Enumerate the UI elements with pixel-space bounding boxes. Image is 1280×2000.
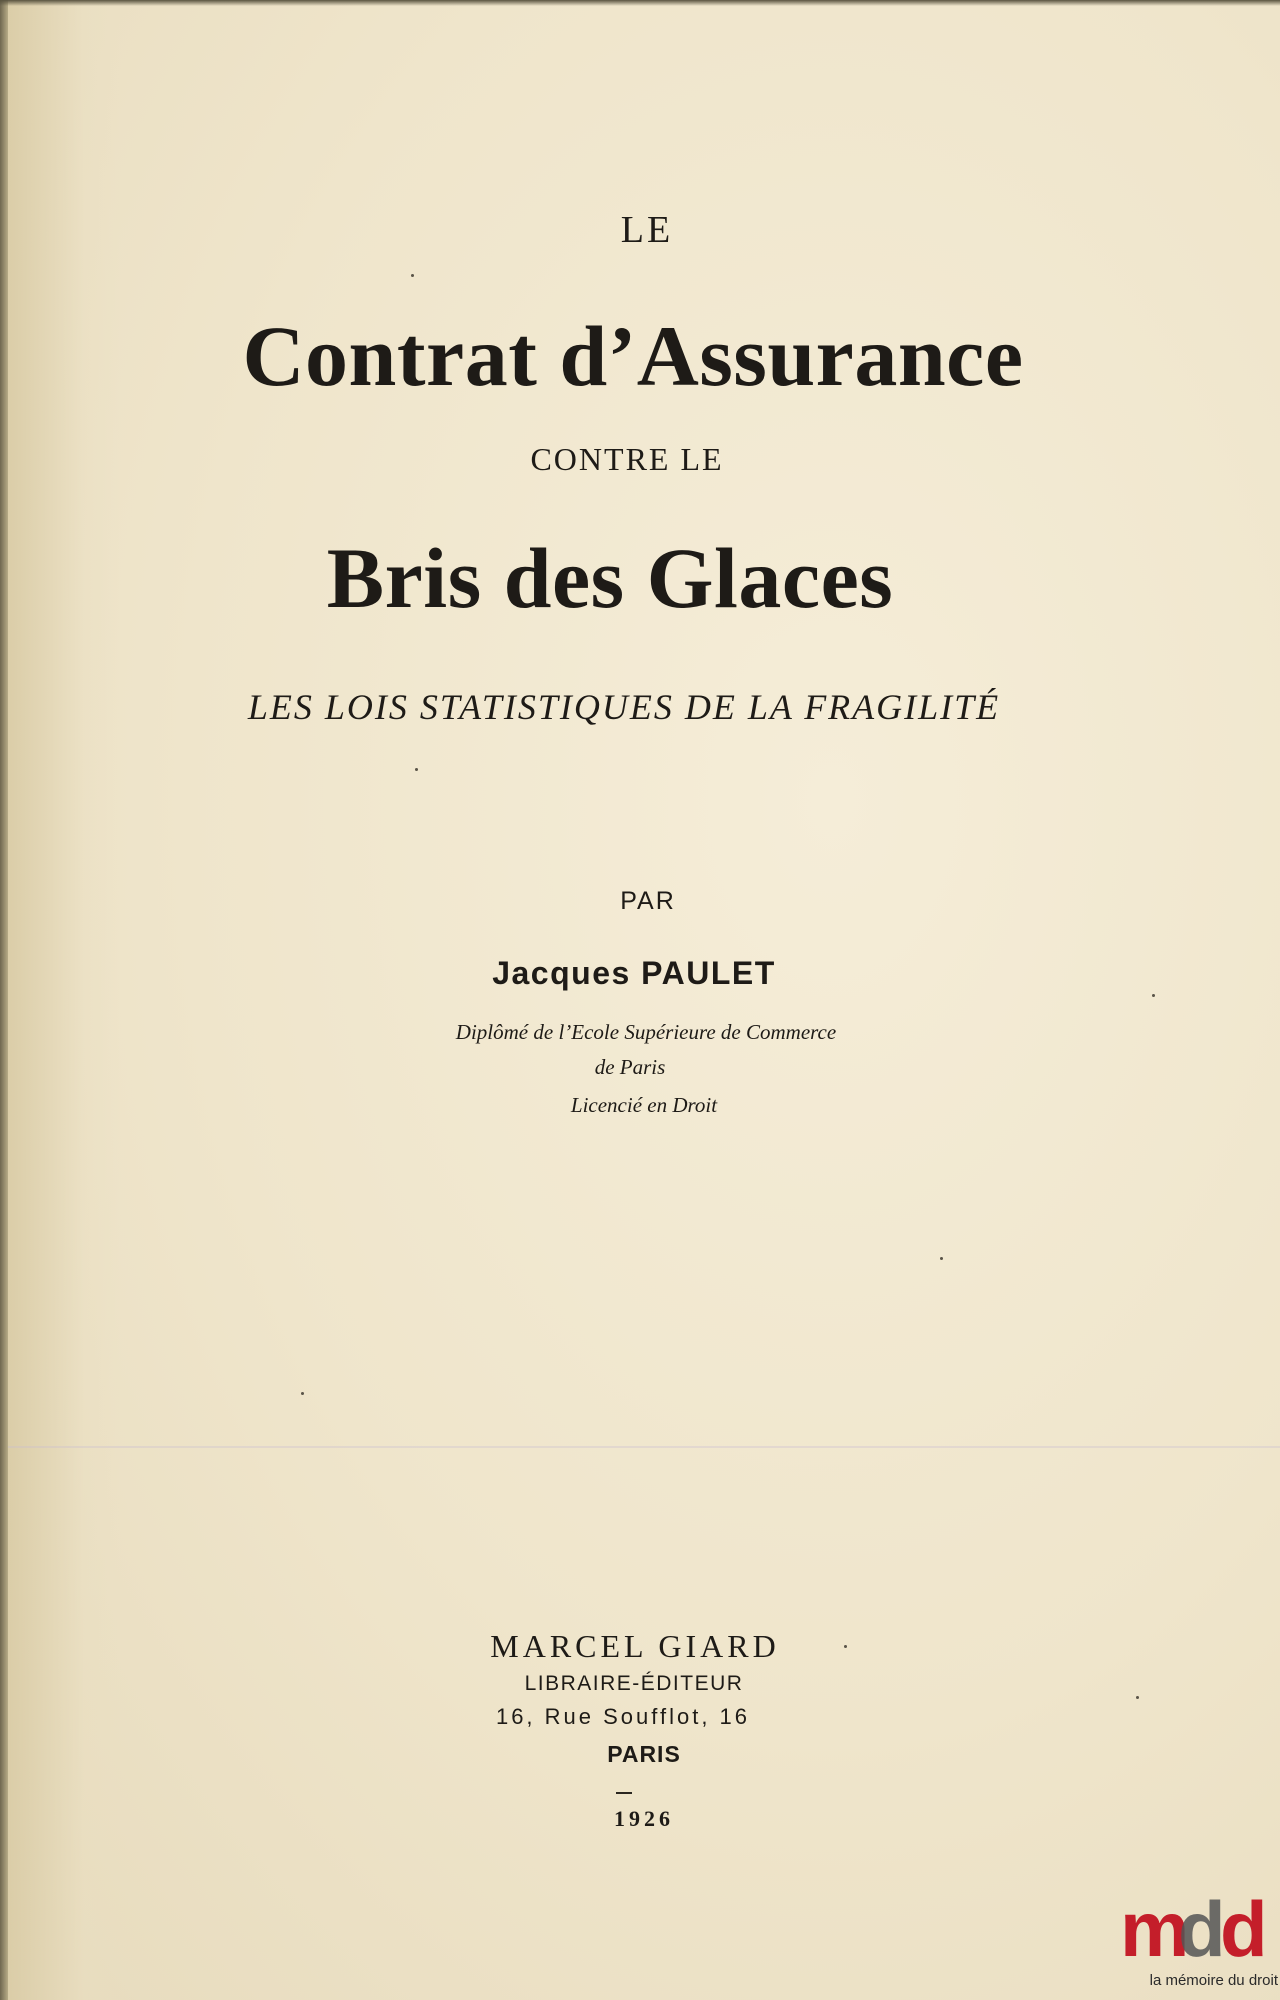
publisher-city: PARIS — [607, 1741, 681, 1767]
svg-text:m: m — [1120, 1885, 1184, 1966]
author-name: Jacques PAULET — [492, 955, 776, 991]
author-credential: de Paris — [594, 1055, 666, 1079]
author-credential: Diplômé de l’Ecole Supérieure de Commerce — [455, 1020, 837, 1044]
title-article: LE — [620, 209, 674, 251]
page-fold-line — [8, 1446, 1280, 1448]
publisher-role: LIBRAIRE-ÉDITEUR — [524, 1672, 744, 1695]
logo-caption: la mémoire du droit — [1149, 1972, 1278, 1989]
book-title-continued: Bris des Glaces — [326, 530, 894, 626]
imprint-dash — [616, 1792, 632, 1794]
publisher-address: 16, Rue Soufflot, 16 — [495, 1704, 751, 1729]
publication-year: 1926 — [614, 1806, 674, 1831]
binding-edge — [0, 0, 8, 2000]
author-credential: Licencié en Droit — [570, 1093, 718, 1117]
by-line: PAR — [620, 887, 676, 915]
mdd-logo-icon — [1120, 1884, 1276, 1966]
svg-text:d: d — [1178, 1885, 1226, 1966]
book-title: Contrat d’Assurance — [242, 308, 1024, 404]
book-subtitle: LES LOIS STATISTIQUES DE LA FRAGILITÉ — [247, 687, 1001, 727]
publisher-name: MARCEL GIARD — [490, 1628, 780, 1664]
title-connector: CONTRE LE — [530, 441, 724, 477]
mdd-logo — [1118, 1884, 1278, 1996]
page-top-edge — [0, 0, 1280, 6]
svg-text:d: d — [1220, 1885, 1268, 1966]
